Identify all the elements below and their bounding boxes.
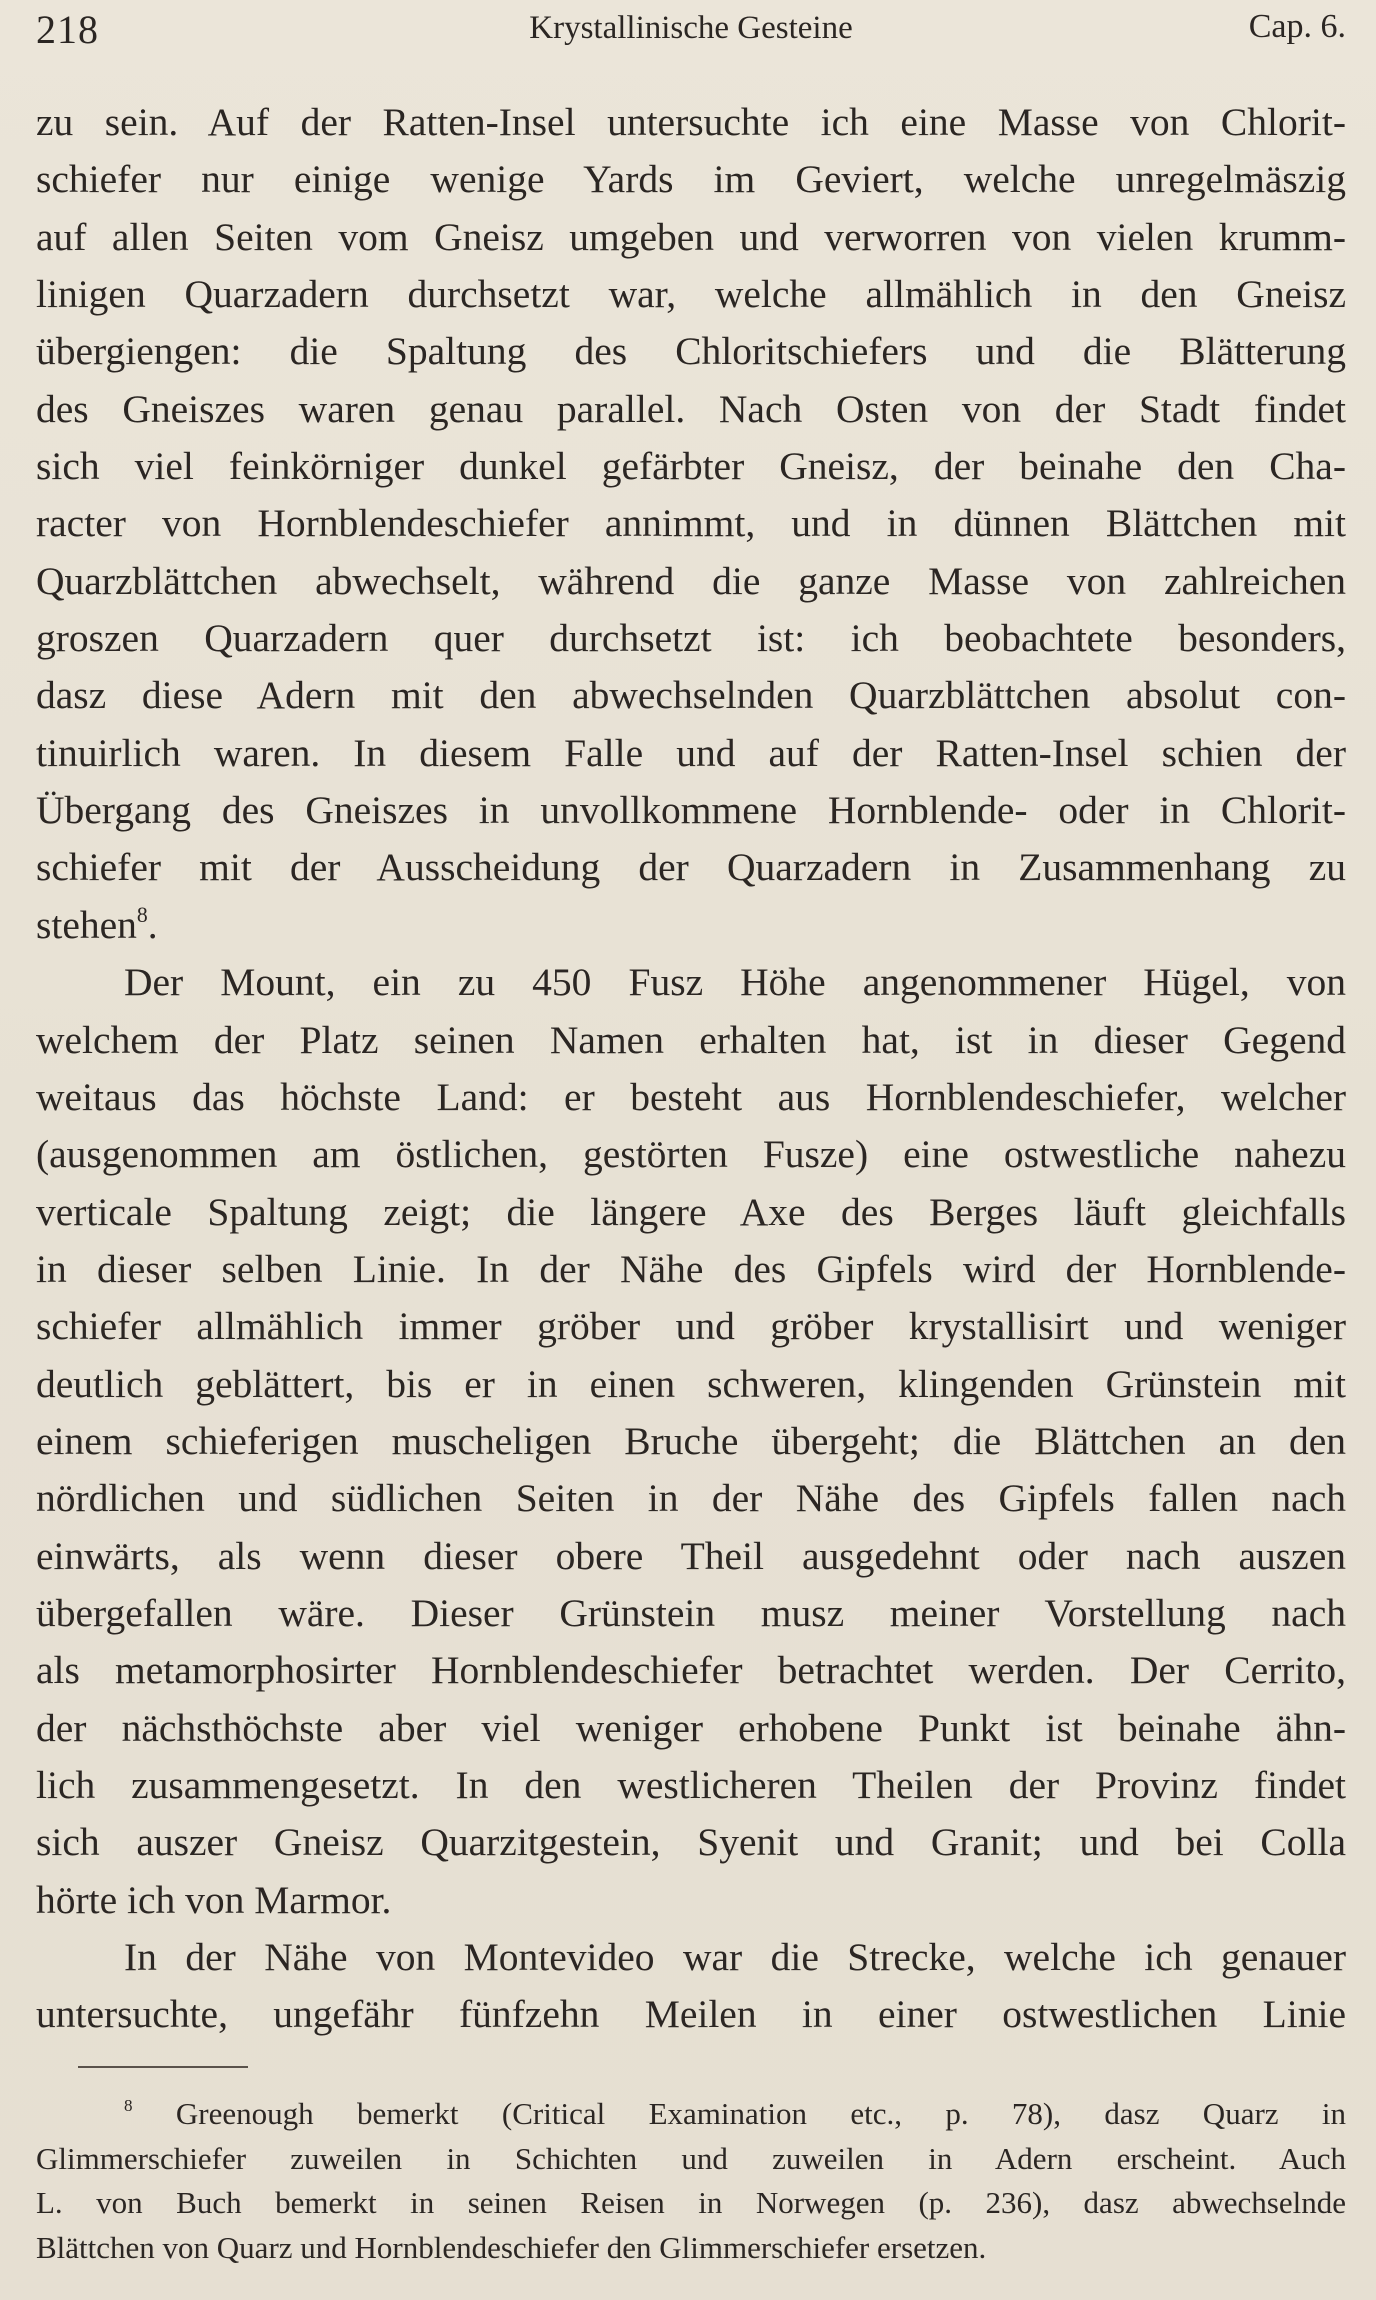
text-line: linigen Quarzadern durchsetzt war, welche allmählich in den Gneisz bbox=[36, 272, 1346, 317]
paragraph-start-line: In der Nähe von Montevideo war die Strecke, welche ich genauer bbox=[124, 1935, 1346, 1979]
text-line: Übergang des Gneiszes in unvollkommene Hornblende- oder in Chlorit- bbox=[36, 788, 1346, 833]
text-line: untersuchte, ungefähr fünfzehn Meilen in einer ostwestlichen Linie bbox=[36, 1992, 1346, 2037]
text-line: Quarzblättchen abwechselt, während die ganze Masse von zahlreichen bbox=[36, 558, 1346, 603]
running-title: Krystallinische Gesteine bbox=[529, 10, 853, 46]
text-line: in dieser selben Linie. In der Nähe des Gipfels wird der Hornblende- bbox=[36, 1246, 1346, 1291]
page-header bbox=[36, 6, 1346, 52]
text-line: schiefer mit der Ausscheidung der Quarzadern in Zusammenhang zu bbox=[36, 845, 1346, 890]
text-line: sich auszer Gneisz Quarzitgestein, Syenit und Granit; und bei Colla bbox=[36, 1820, 1346, 1865]
footnote-reference[interactable]: 8 bbox=[136, 902, 148, 927]
footnote-block bbox=[36, 2092, 1346, 2270]
text-fragment: stehen bbox=[36, 902, 137, 947]
chapter-label: Cap. 6. bbox=[1248, 8, 1346, 45]
text-line: welchem der Platz seinen Namen erhalten hat, ist in dieser Gegend bbox=[36, 1017, 1346, 1062]
text-line: als metamorphosirter Hornblendeschiefer betrachtet werden. Der Cerrito, bbox=[36, 1648, 1346, 1693]
text-line: sich viel feinkörniger dunkel gefärbter Gneisz, der beinahe den Cha- bbox=[36, 444, 1346, 489]
paragraph-start-line: Der Mount, ein zu 450 Fusz Höhe angenommener Hügel, von bbox=[124, 960, 1346, 1005]
text-line: weitaus das höchste Land: er besteht aus Hornblendeschiefer, welcher bbox=[36, 1074, 1346, 1119]
text-line: lich zusammengesetzt. In den westlicheren Theilen der Provinz findet bbox=[36, 1762, 1346, 1807]
text-fragment: . bbox=[147, 902, 158, 947]
page-number: 218 bbox=[36, 7, 99, 52]
body-text bbox=[36, 94, 1346, 2044]
text-line: des Gneiszes waren genau parallel. Nach Osten von der Stadt findet bbox=[36, 386, 1346, 431]
text-line: deutlich geblättert, bis er in einen schweren, klingenden Grünstein mit bbox=[36, 1361, 1346, 1406]
text-line: tinuirlich waren. In diesem Falle und auf der Ratten-Insel schien der bbox=[36, 730, 1346, 775]
paragraph-end-line bbox=[36, 897, 1346, 954]
text-line: groszen Quarzadern quer durchsetzt ist: ich beobachtete besonders, bbox=[36, 616, 1346, 661]
footnote-divider bbox=[78, 2066, 248, 2068]
text-line: übergefallen wäre. Dieser Grünstein musz meiner Vorstellung nach bbox=[36, 1590, 1346, 1635]
footnote-line: L. von Buch bemerkt in seinen Reisen in Norwegen (p. 236), dasz abwechselnde bbox=[36, 2185, 1346, 2220]
text-line: übergiengen: die Spaltung des Chloritschiefers und die Blätterung bbox=[36, 329, 1346, 374]
text-line: der nächsthöchste aber viel weniger erhobene Punkt ist beinahe ähn- bbox=[36, 1705, 1346, 1750]
text-line: auf allen Seiten vom Gneisz umgeben und verworren von vielen krumm- bbox=[36, 214, 1346, 259]
text-line: zu sein. Auf der Ratten-Insel untersuchte ich eine Masse von Chlorit- bbox=[36, 100, 1346, 144]
footnote-text: Greenough bemerkt (Critical Examination etc., p. 78), dasz Quarz in bbox=[175, 2096, 1347, 2131]
footnote-line: Blättchen von Quarz und Hornblendeschiefer den Glimmerschiefer ersetzen. bbox=[36, 2229, 987, 2265]
footnote-line bbox=[36, 2092, 1346, 2137]
text-line: verticale Spaltung zeigt; die längere Axe des Berges läuft gleichfalls bbox=[36, 1189, 1346, 1234]
text-line: einwärts, als wenn dieser obere Theil ausgedehnt oder nach auszen bbox=[36, 1533, 1346, 1578]
text-line: racter von Hornblendeschiefer annimmt, und in dünnen Blättchen mit bbox=[36, 501, 1346, 546]
text-line: (ausgenommen am östlichen, gestörten Fusze) eine ostwestliche nahezu bbox=[36, 1132, 1346, 1177]
text-line: schiefer nur einige wenige Yards im Geviert, welche unregelmäszig bbox=[36, 157, 1346, 202]
text-line: schiefer allmählich immer gröber und gröber krystallisirt und weniger bbox=[36, 1304, 1346, 1349]
footnote-line: Glimmerschiefer zuweilen in Schichten und zuweilen in Adern erscheint. Auch bbox=[36, 2140, 1346, 2176]
footnote-marker: 8 bbox=[124, 2096, 133, 2116]
text-line: nördlichen und südlichen Seiten in der Nähe des Gipfels fallen nach bbox=[36, 1476, 1346, 1521]
text-line: dasz diese Adern mit den abwechselnden Quarzblättchen absolut con- bbox=[36, 673, 1346, 718]
paragraph-end-line: hörte ich von Marmor. bbox=[36, 1877, 392, 1922]
text-line: einem schieferigen muscheligen Bruche übergeht; die Blättchen an den bbox=[36, 1418, 1346, 1463]
